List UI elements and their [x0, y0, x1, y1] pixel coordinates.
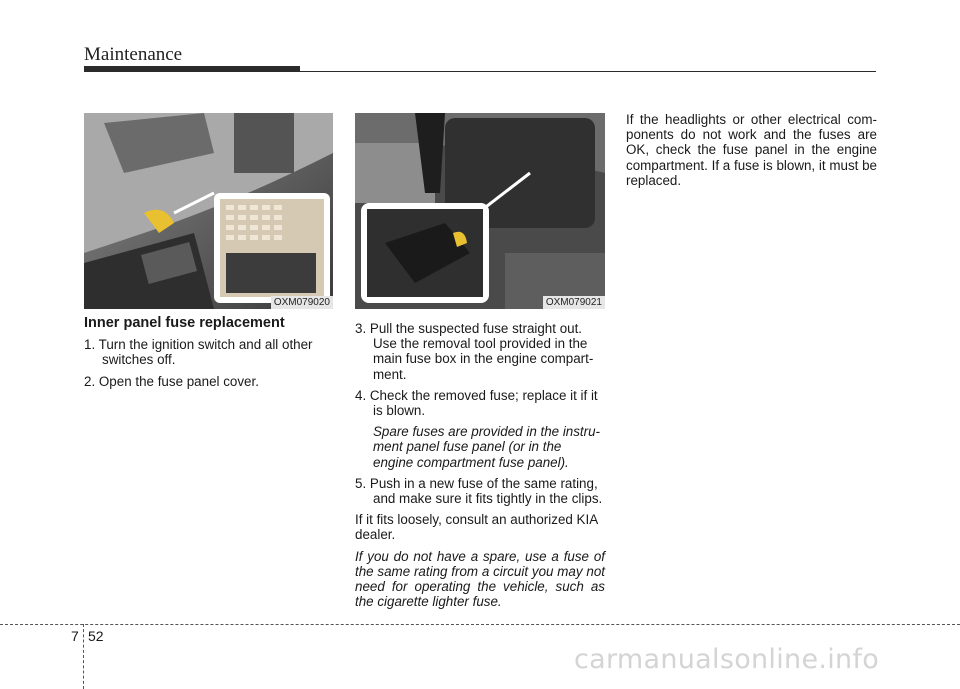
step-2: 2. Open the fuse panel cover.: [84, 373, 259, 389]
section-title: Maintenance: [84, 44, 183, 65]
section-heading: Inner panel fuse replacement: [84, 315, 285, 331]
page-number: 52: [88, 628, 104, 644]
spare-fuse-note: Spare fuses are provided in the instru-ment panel fuse panel (or in the engine compartment fuse panel).: [373, 424, 601, 470]
header-bar: [84, 66, 300, 72]
image-code: OXM079020: [271, 296, 333, 309]
chapter-number: 7: [71, 628, 79, 644]
step-1: 1. Turn the ignition switch and all other switches off.: [84, 337, 313, 368]
no-spare-note: If you do not have a spare, use a fuse of the same rating from a circuit you may not need for operating the vehicle, such as the cigarette lighter fuse.: [355, 548, 605, 610]
step-4: 4. Check the removed fuse; replace it if it is blown.: [355, 387, 598, 419]
loose-fit-paragraph: If it fits loosely, consult an authorized KIA dealer.: [355, 512, 598, 543]
step-5: 5. Push in a new fuse of the same rating, and make sure it fits tightly in the clips.: [355, 475, 603, 507]
headlights-paragraph: If the headlights or other electrical com-ponents do not work and the fuses are OK, check the fuse panel in the engine compartment. If a fuse is blown, it must be replaced.: [626, 112, 877, 188]
image-code: OXM079021: [543, 296, 605, 309]
column-2: [355, 321, 605, 615]
footer-rule: [0, 624, 960, 625]
header-rule: [300, 71, 876, 72]
watermark: carmanualsonline.info: [574, 644, 880, 675]
footer-divider: [83, 624, 84, 689]
inner-panel-photo: [84, 113, 333, 309]
engine-fuse-photo: [355, 113, 605, 309]
step-3: 3. Pull the suspected fuse straight out. Use the removal tool provided in the main fuse box in the engine compart-ment.: [355, 321, 594, 382]
column-1: [84, 316, 334, 395]
column-3: [626, 112, 877, 194]
